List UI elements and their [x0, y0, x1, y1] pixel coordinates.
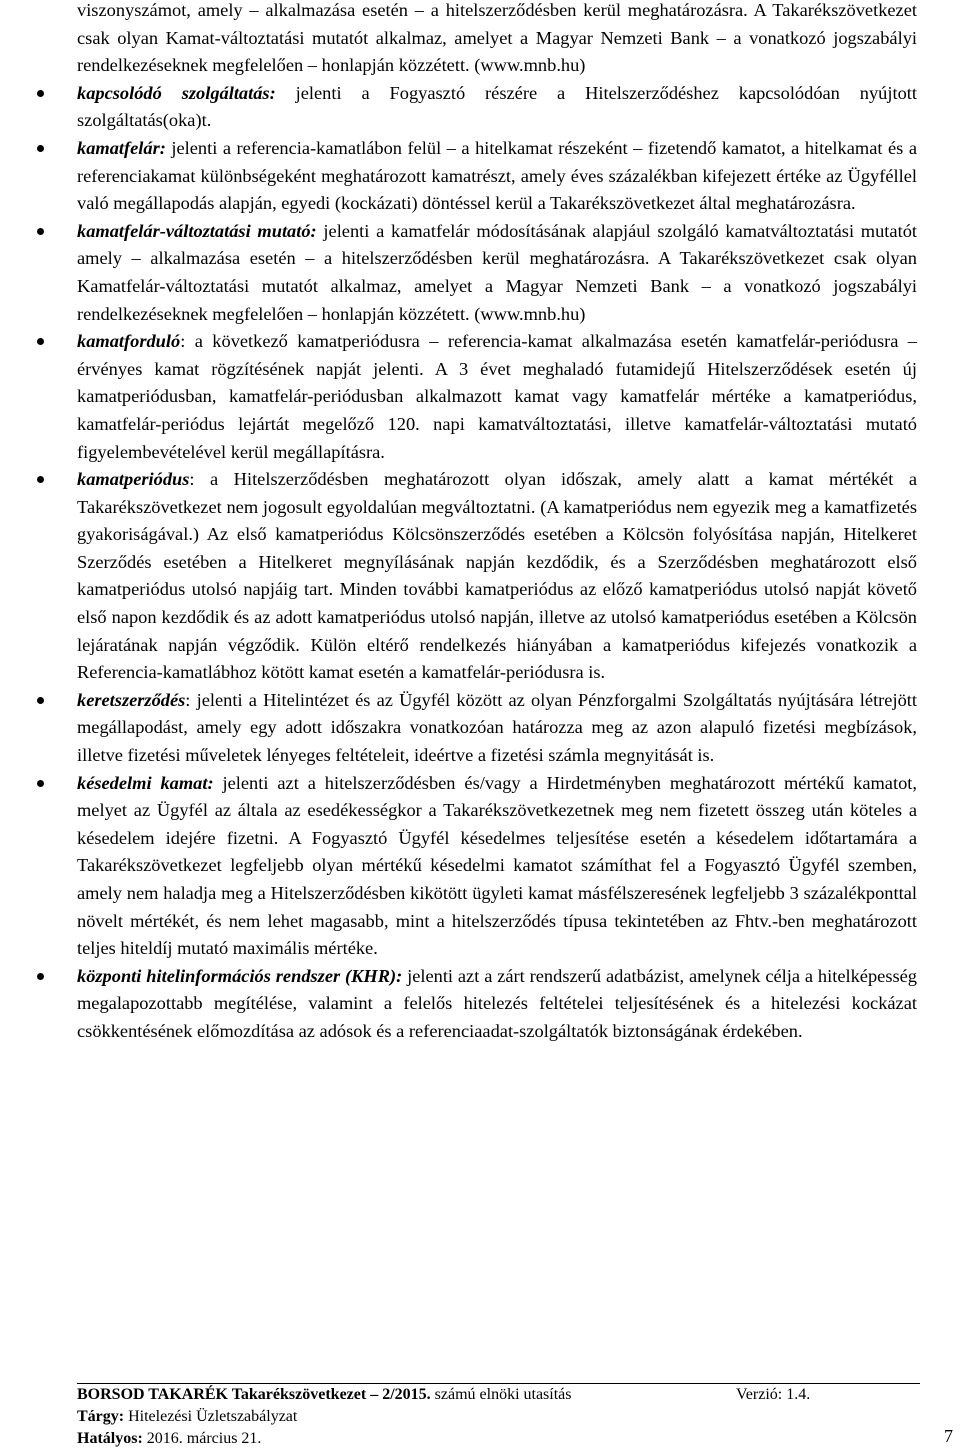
definition-item	[77, 770, 917, 963]
definition-term: kamatperiódus	[77, 469, 190, 490]
footer-effective-label: Hatályos:	[77, 1430, 143, 1447]
page-number: 7	[944, 1426, 953, 1446]
bullet-icon	[37, 338, 44, 345]
bullet-icon	[37, 90, 44, 97]
definition-item	[77, 218, 917, 328]
definition-text: jelenti azt a zárt rendszerű adatbázist, amelynek célja a hitelképesség megalapozottabb megítélése, valamint a felelős hitelezés feltételei teljesítésének és a hitelezési kockázat csökkentésének előmozdítása az adósok és a referenciaadat-szolgáltatók biztonságának érdekében.	[77, 965, 917, 1041]
intro-paragraph: viszonyszámot, amely – alkalmazása esetén – a hitelszerződésben kerül meghatározásra. A Takarékszövetkezet csak olyan Kamat-változtatási mutatót alkalmaz, amelyet a Magyar Nemzeti Bank – a vonatkozó jogszabályi rendelkezéseknek megfelelően – honlapján közzétett. (www.mnb.hu)	[77, 0, 917, 76]
bullet-icon	[37, 145, 44, 152]
footer-divider	[77, 1383, 920, 1384]
definition-text: jelenti azt a hitelszerződésben és/vagy a Hirdetményben meghatározott mértékű kamatot, melyet az Ügyfél az általa az esedékességkor a Takarékszövetkezetnek meg nem fizetett összeg után köteles a késedelem idejére fizetni. A Fogyasztó Ügyfél késedelmes teljesítése esetén a késedelem időtartamára a Takarékszövetkezet legfeljebb olyan mértékű késedelmi kamatot számíthat fel a Fogyasztó Ügyfél szemben, amely nem haladja meg a Hitelszerződésben kikötött ügyleti kamat másfélszeresének legfeljebb 3 százalékponttal növelt mértékét, és nem lehet magasabb, mint a hitelszerződés típusa tekintetében az Fhtv.-ben meghatározott teljes hiteldíj mutató maximális mértéke.	[77, 772, 917, 959]
footer-org-rest: számú elnöki utasítás	[430, 1386, 572, 1403]
definitions-list	[77, 80, 917, 1046]
definition-item	[77, 328, 917, 466]
definition-text: jelenti a kamatfelár módosításának alapjául szolgáló kamatváltoztatási mutatót amely – alkalmazása esetén – a hitelszerződésben kerül meghatározásra. A Takarékszövetkezet csak olyan Kamatfelár-változtatási mutatót alkalmaz, amelyet a Magyar Nemzeti Bank – a vonatkozó jogszabályi rendelkezéseknek megfelelően – honlapján közzétett. (www.mnb.hu)	[77, 220, 917, 324]
definition-term: kamatfelár:	[77, 137, 166, 158]
footer-version: Verzió: 1.4.	[736, 1386, 811, 1403]
definition-term: kamatfelár-változtatási mutató:	[77, 220, 317, 241]
footer-org-name: BORSOD TAKARÉK Takarékszövetkezet – 2/2015.	[77, 1386, 431, 1403]
definition-text: jelenti a referencia-kamatlábon felül – a hitelkamat részeként – fizetendő kamatot, a hitelkamat és a referenciakamat különbségeként meghatározott kamatrészt, amely éves százalékban kifejezett értéke az Ügyféllel való megállapodás alapján, egyedi (kockázati) döntéssel kerül a Takarékszövetkezet által meghatározásra.	[77, 137, 917, 214]
definition-term: késedelmi kamat:	[77, 772, 214, 793]
definition-term: kapcsolódó szolgáltatás:	[77, 82, 276, 103]
bullet-icon	[37, 973, 44, 980]
bullet-icon	[37, 780, 44, 787]
footer-org-line	[77, 1386, 572, 1404]
definition-item	[77, 135, 917, 218]
definition-item	[77, 466, 917, 687]
definition-term: keretszerződés	[77, 689, 186, 710]
bullet-icon	[37, 228, 44, 235]
definition-text: : jelenti a Hitelintézet és az Ügyfél között az olyan Pénzforgalmi Szolgáltatás nyújtására létrejött megállapodást, amely egy adott időszakra vonatkozóan határozza meg az azon alapuló fizetési megbízások, illetve fizetési műveletek lényeges feltételeit, ideértve a fizetési számla megnyitását is.	[77, 689, 917, 766]
footer-effective-line	[77, 1430, 261, 1448]
bullet-icon	[37, 697, 44, 704]
definition-item	[77, 963, 917, 1046]
footer-subject-line	[77, 1408, 297, 1426]
definition-item	[77, 80, 917, 135]
definition-term: kamatforduló	[77, 331, 181, 352]
definition-item	[77, 687, 917, 770]
footer-effective-value: 2016. március 21.	[142, 1430, 262, 1447]
footer-subject-label: Tárgy:	[77, 1408, 125, 1425]
definition-text: : a Hitelszerződésben meghatározott olyan időszak, amely alatt a kamat mértékét a Takarékszövetkezet nem jogosult egyoldalúan megváltoztatni. (A kamatperiódus nem egyezik meg a kamatfizetés gyakoriságával.) Az első kamatperiódus Kölcsönszerződés esetében a Kölcsön folyósítása napján, Hitelkeret Szerződés esetében a Hitelkeret megnyílásának napján kezdődik, és a Szerződésben meghatározott első kamatperiódus utolsó napjáig tart. Minden további kamatperiódus az előző kamatperiódus utolsó napját követő első napon kezdődik és az adott kamatperiódus utolsó napján, illetve az utolsó kamatperiódus esetében a Kölcsön lejáratának napján végződik. Külön eltérő rendelkezés hiányában a kamatperiódus kifejezés vonatkozik a Referencia-kamatlábhoz kötött kamat esetén a kamatfelár-periódusra is.	[77, 469, 917, 683]
page-footer	[0, 1383, 960, 1452]
definition-text: jelenti a Fogyasztó részére a Hitelszerződéshez kapcsolódóan nyújtott szolgáltatás(oka)t.	[77, 82, 917, 131]
footer-subject-value: Hitelezési Üzletszabályzat	[124, 1408, 298, 1425]
bullet-icon	[37, 476, 44, 483]
definition-term: központi hitelinformációs rendszer (KHR):	[77, 965, 408, 986]
definition-text: : a következő kamatperiódusra – referencia-kamat alkalmazása esetén kamatfelár-periódusra – érvényes kamat rögzítésének napját jelenti. A 3 évet meghaladó futamidejű Hitelszerződések esetén új kamatperiódusban, kamatfelár-periódusban alkalmazott kamat vagy kamatfelár mértéke a kamatperiódus, kamatfelár-periódus lejártát megelőző 120. napi kamatváltoztatási, illetve kamatfelár-változtatási mutató figyelembevételével kerül megállapításra.	[77, 331, 917, 462]
document-body	[77, 0, 917, 1046]
